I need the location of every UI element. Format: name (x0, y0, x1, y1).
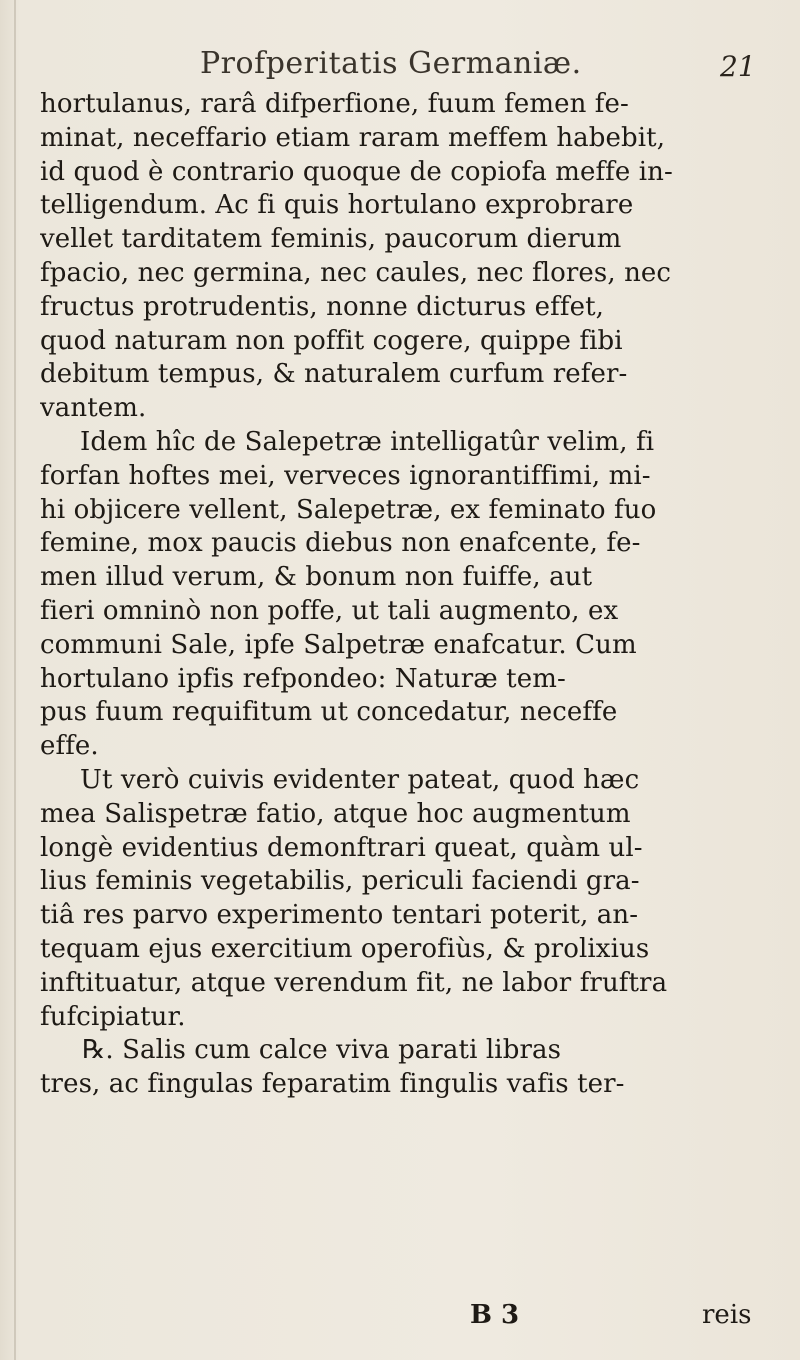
text-line: pus fuum requifitum ut concedatur, neceffe (40, 697, 618, 728)
text-line: effe. (40, 731, 99, 762)
text-line: fufcipiatur. (40, 1001, 186, 1032)
page-footer (40, 1300, 765, 1336)
text-line: hortulano ipfis refpondeo: Naturæ tem- (40, 663, 566, 694)
text-line: mea Salispetræ fatio, atque hoc augmentum (40, 798, 631, 829)
text-line: hortulanus, rarâ difperfione, fuum femen fe- (40, 89, 629, 119)
text-line: fieri omninò non poffe, ut tali augmento, ex (40, 595, 619, 626)
text-line: tiâ res parvo experimento tentari poterit, an- (40, 900, 639, 931)
text-line: tres, ac fingulas feparatim fingulis vafis ter- (40, 1069, 625, 1100)
text-line: vellet tarditatem feminis, paucorum dierum (40, 224, 622, 255)
text-line: quod naturam non poffit cogere, quippe fibi (40, 325, 623, 356)
text-line: inftituatur, atque verendum fit, ne labor fruftra (40, 967, 668, 998)
running-title: Profperitatis Germaniæ. (200, 46, 582, 81)
text-line: vantem. (40, 393, 147, 424)
signature-mark: B 3 (470, 1300, 520, 1330)
text-line: femine, mox paucis diebus non enafcente, fe- (40, 528, 641, 559)
gutter-edge (14, 0, 16, 1360)
text-line: lius feminis vegetabilis, periculi faciendi gra- (40, 866, 640, 897)
text-line: telligendum. Ac fi quis hortulano exprobrare (40, 190, 634, 221)
text-line: minat, neceffario etiam raram meffem habebit, (40, 122, 666, 153)
catchword: reis (702, 1300, 752, 1330)
text-line: communi Sale, ipfe Salpetræ enafcatur. Cum (40, 629, 637, 660)
body-text (40, 88, 765, 1102)
page-number: 21 (720, 50, 756, 83)
text-line: tequam ejus exercitium operofiùs, & prolixius (40, 933, 650, 964)
text-line: debitum tempus, & naturalem curfum refer- (40, 359, 628, 390)
text-line: fpacio, nec germina, nec caules, nec flores, nec (40, 257, 672, 288)
text-line: ℞. Salis cum calce viva parati libras (82, 1035, 562, 1066)
text-line: Ut verò cuivis evidenter pateat, quod hæc (80, 764, 640, 795)
text-line: hi objicere vellent, Salepetræ, ex feminato fuo (40, 494, 657, 525)
text-line: fructus protrudentis, nonne dicturus effet, (40, 291, 604, 322)
text-line: id quod è contrario quoque de copiofa meffe in- (40, 156, 673, 187)
page-header (0, 46, 800, 86)
text-line: Idem hîc de Salepetræ intelligatûr velim, fi (80, 426, 655, 457)
text-line: men illud verum, & bonum non fuiffe, aut (40, 562, 593, 593)
text-line: longè evidentius demonftrari queat, quàm ul- (40, 832, 643, 863)
text-line: forfan hoftes mei, verveces ignorantiffimi, mi- (40, 460, 651, 491)
